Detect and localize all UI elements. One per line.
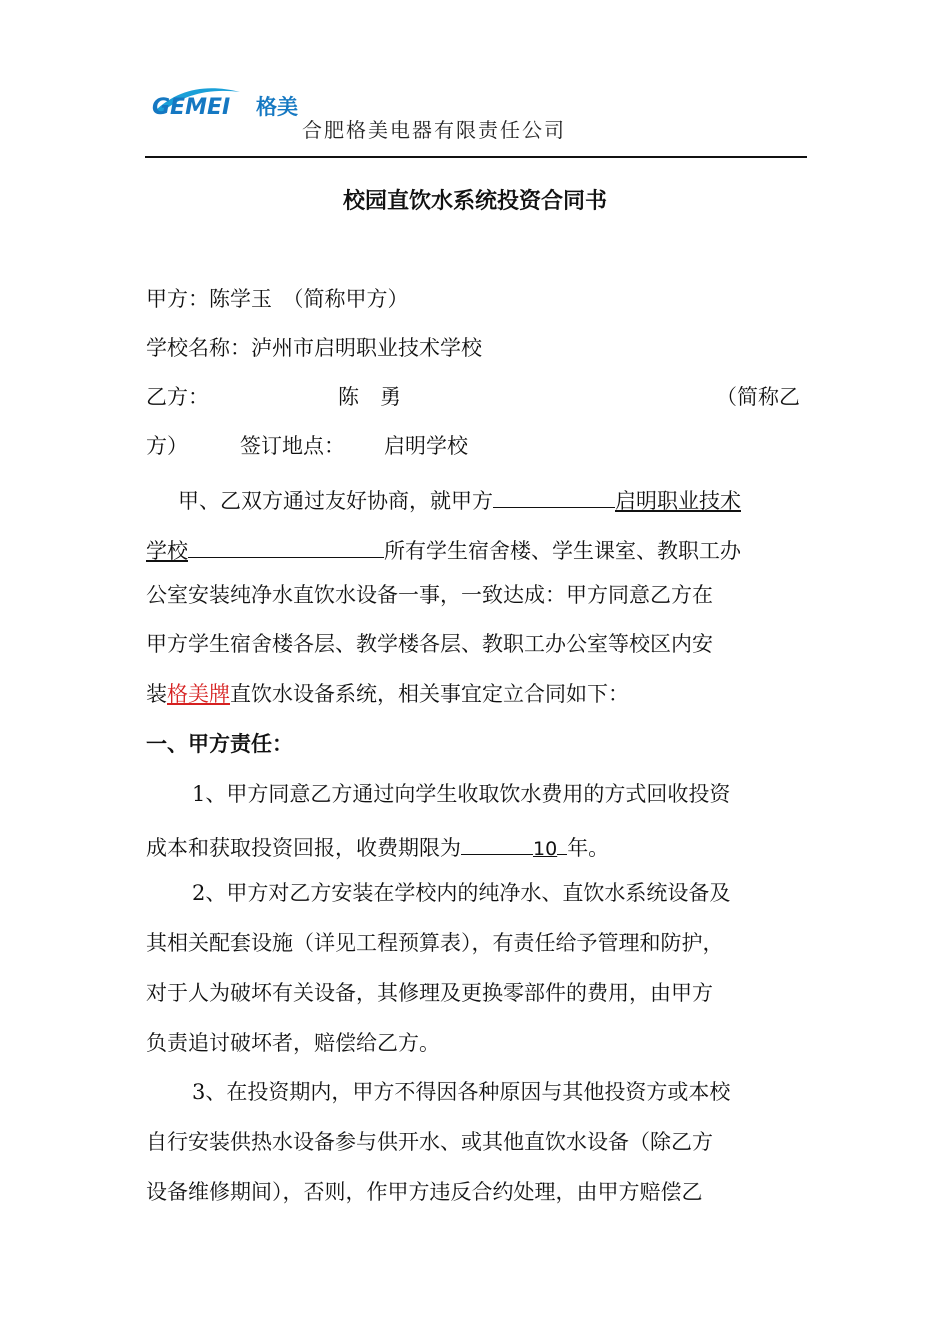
intro-line-5 (146, 679, 629, 709)
intro-prefix: 甲、乙双方通过友好协商，就甲方 (178, 489, 493, 513)
party-b-abbr-start: （简称乙 (716, 385, 800, 409)
clause-3-line-2: 自行安装供热水设备参与供开水、或其他直饮水设备（除乙方 (146, 1130, 713, 1154)
clause-1-line-1: 1、甲方同意乙方通过向学生收取饮水费用的方式回收投资 (192, 782, 731, 806)
blank-underline (461, 828, 533, 855)
company-name: 合肥格美电器有限责任公司 (302, 118, 566, 142)
intro-l5-suffix: 直饮水设备系统，相关事宜定立合同如下： (230, 682, 629, 706)
intro-line-1 (178, 481, 741, 516)
clause-2-line-4: 负责追讨破坏者，赔偿给乙方。 (146, 1031, 440, 1055)
sign-place-value: 启明学校 (384, 434, 468, 458)
logo-chinese-text: 格美 (256, 95, 298, 119)
intro-line-2 (146, 531, 741, 566)
section-1-heading: 一、甲方责任： (146, 732, 293, 756)
blank-underline (557, 828, 567, 855)
document-title: 校园直饮水系统投资合同书 (342, 189, 607, 214)
school-fill-1: 启明职业技术 (615, 489, 741, 513)
header-divider (145, 156, 807, 158)
intro-l2-suffix: 所有学生宿舍楼、学生课室、教职工办 (384, 539, 741, 563)
clause-3-line-3: 设备维修期间），否则，作甲方违反合约处理，由甲方赔偿乙 (146, 1180, 703, 1204)
clause-2-line-1: 2、甲方对乙方安装在学校内的纯净水、直饮水系统设备及 (192, 881, 731, 905)
clause-3-line-1: 3、在投资期内，甲方不得因各种原因与其他投资方或本校 (192, 1080, 731, 1104)
intro-line-4: 甲方学生宿舍楼各层、教学楼各层、教职工办公室等校区内安 (146, 632, 713, 656)
logo-latin-text: GEMEI (152, 95, 231, 120)
school-name-line: 学校名称：泸州市启明职业技术学校 (146, 336, 482, 360)
school-fill-2: 学校 (146, 539, 188, 563)
blank-underline (493, 481, 615, 508)
clause-1-line-2 (146, 828, 609, 864)
intro-l5-prefix: 装 (146, 682, 167, 706)
party-a-line: 甲方：陈学玉 （简称甲方） (146, 287, 409, 311)
party-b-name: 陈 勇 (338, 385, 401, 409)
party-b-label: 乙方： (146, 385, 209, 409)
gemei-logo (148, 82, 318, 120)
clause-2-line-2: 其相关配套设施（详见工程预算表），有责任给予管理和防护， (146, 931, 724, 955)
clause-1-suffix: 年。 (567, 836, 610, 860)
brand-name: 格美牌 (167, 682, 230, 706)
fee-period-years: 10 (533, 838, 558, 860)
clause-1-prefix: 成本和获取投资回报，收费期限为 (146, 836, 461, 860)
intro-line-3: 公室安装纯净水直饮水设备一事，一致达成：甲方同意乙方在 (146, 583, 713, 607)
sign-place-label: 签订地点： (240, 434, 345, 458)
party-b-abbr-end: 方） (146, 434, 188, 458)
blank-underline (188, 531, 384, 558)
clause-2-line-3: 对于人为破坏有关设备，其修理及更换零部件的费用，由甲方 (146, 981, 713, 1005)
